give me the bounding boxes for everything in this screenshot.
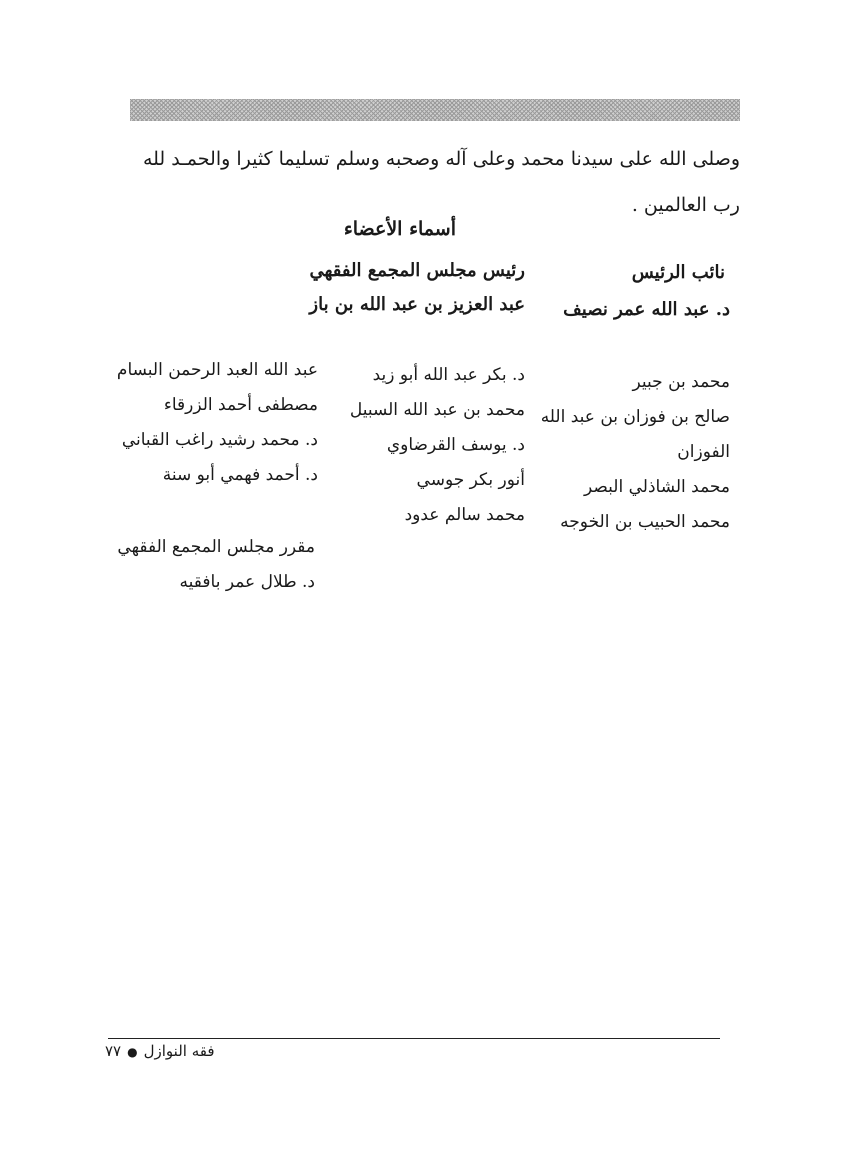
member-name: عبد الله العبد الرحمن البسام — [116, 360, 318, 380]
member-name: الفوزان — [677, 442, 730, 462]
president-title: رئيس مجلس المجمع الفقهي — [309, 260, 525, 281]
bullet-icon: ● — [127, 1045, 138, 1059]
page-footer — [105, 1042, 225, 1060]
president-name: عبد العزيز بن عبد الله بن باز — [309, 294, 525, 315]
member-name: أنور بكر جوسي — [416, 470, 525, 490]
member-name: د. محمد رشيد راغب القباني — [121, 430, 318, 450]
member-name: محمد بن عبد الله السبيل — [349, 400, 525, 420]
header-band — [130, 99, 740, 121]
closing-paragraph: وصلى الله على سيدنا محمد وعلى آله وصحبه وسلم تسليما كثيرا والحمـد لله رب العالمين . — [142, 148, 740, 216]
rapporteur-name: د. طلال عمر بافقيه — [179, 572, 315, 592]
member-name: محمد سالم عدود — [404, 505, 525, 525]
rapporteur-block — [117, 530, 315, 600]
member-name: محمد بن جبير — [632, 372, 730, 392]
footer-book-title: فقه النوازل — [143, 1042, 215, 1060]
member-name: صالح بن فوزان بن عبد الله — [540, 407, 730, 427]
page-number: ٧٧ — [105, 1042, 122, 1060]
member-name: د. أحمد فهمي أبو سنة — [162, 465, 318, 485]
member-name: د. يوسف القرضاوي — [386, 435, 525, 455]
member-name: محمد الحبيب بن الخوجه — [560, 512, 730, 532]
members-column-right — [541, 365, 730, 540]
member-name: مصطفى أحمد الزرقاء — [163, 395, 318, 415]
members-column-left — [117, 353, 318, 493]
members-title: أسماء الأعضاء — [343, 218, 456, 240]
members-column-middle — [350, 358, 525, 533]
vice-president-name: د. عبد الله عمر نصيف — [563, 299, 730, 320]
footer-rule — [108, 1038, 720, 1039]
rapporteur-title: مقرر مجلس المجمع الفقهي — [117, 537, 315, 557]
member-name: د. بكر عبد الله أبو زيد — [372, 365, 525, 385]
vice-president-title: نائب الرئيس — [631, 262, 725, 283]
member-name: محمد الشاذلي البصر — [584, 477, 730, 497]
